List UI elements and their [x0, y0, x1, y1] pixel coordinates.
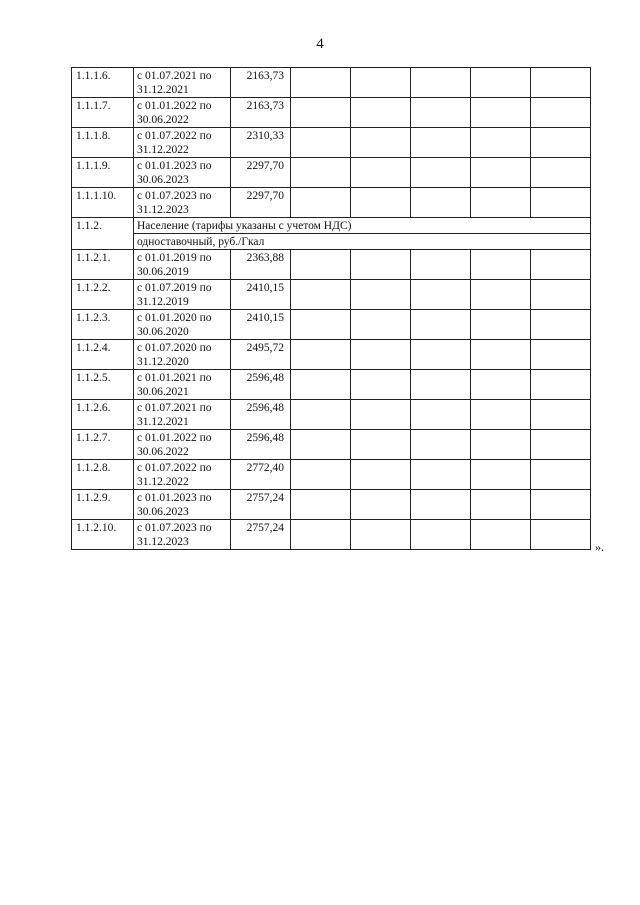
empty-cell — [351, 98, 411, 128]
row-period: с 01.01.2021 по 30.06.2021 — [134, 370, 231, 400]
row-number: 1.1.2.10. — [72, 520, 134, 550]
empty-cell — [291, 460, 351, 490]
empty-cell — [291, 158, 351, 188]
table-row — [72, 430, 591, 460]
section-subtitle: одноставочный, руб./Гкал — [134, 234, 591, 250]
empty-cell — [411, 250, 471, 280]
table-row — [72, 340, 591, 370]
row-value: 2297,70 — [231, 158, 291, 188]
empty-cell — [531, 370, 591, 400]
row-value: 2596,48 — [231, 370, 291, 400]
empty-cell — [291, 68, 351, 98]
section-title: Население (тарифы указаны с учетом НДС) — [134, 218, 591, 234]
tariff-table — [71, 67, 591, 550]
row-number: 1.1.1.8. — [72, 128, 134, 158]
closing-quote: ». — [595, 540, 604, 554]
empty-cell — [291, 370, 351, 400]
empty-cell — [351, 128, 411, 158]
row-period: с 01.01.2023 по 30.06.2023 — [134, 158, 231, 188]
empty-cell — [531, 250, 591, 280]
row-number: 1.1.2.1. — [72, 250, 134, 280]
row-period: с 01.07.2022 по 31.12.2022 — [134, 128, 231, 158]
empty-cell — [411, 400, 471, 430]
section-subtitle-row — [72, 234, 591, 250]
empty-cell — [471, 128, 531, 158]
row-period: с 01.07.2019 по 31.12.2019 — [134, 280, 231, 310]
empty-cell — [351, 460, 411, 490]
row-number: 1.1.2.7. — [72, 430, 134, 460]
empty-cell — [411, 340, 471, 370]
empty-cell — [291, 400, 351, 430]
empty-cell — [351, 340, 411, 370]
row-period: с 01.07.2021 по 31.12.2021 — [134, 68, 231, 98]
row-period: с 01.01.2020 по 30.06.2020 — [134, 310, 231, 340]
row-number: 1.1.1.9. — [72, 158, 134, 188]
table-row — [72, 98, 591, 128]
row-period: с 01.01.2022 по 30.06.2022 — [134, 430, 231, 460]
row-number: 1.1.2.6. — [72, 400, 134, 430]
row-period: с 01.01.2023 по 30.06.2023 — [134, 490, 231, 520]
empty-cell — [351, 250, 411, 280]
empty-cell — [531, 490, 591, 520]
empty-cell — [291, 128, 351, 158]
empty-cell — [531, 430, 591, 460]
table-row — [72, 68, 591, 98]
row-number: 1.1.2.9. — [72, 490, 134, 520]
empty-cell — [291, 188, 351, 218]
empty-cell — [351, 280, 411, 310]
row-value: 2757,24 — [231, 490, 291, 520]
row-period: с 01.07.2020 по 31.12.2020 — [134, 340, 231, 370]
empty-cell — [471, 98, 531, 128]
empty-cell — [471, 68, 531, 98]
empty-cell — [471, 280, 531, 310]
row-period: с 01.07.2022 по 31.12.2022 — [134, 460, 231, 490]
table-row — [72, 490, 591, 520]
table-row — [72, 520, 591, 550]
empty-cell — [471, 340, 531, 370]
empty-cell — [471, 250, 531, 280]
row-number: 1.1.2.5. — [72, 370, 134, 400]
empty-cell — [531, 520, 591, 550]
table-row — [72, 188, 591, 218]
empty-cell — [351, 370, 411, 400]
row-number: 1.1.2.4. — [72, 340, 134, 370]
empty-cell — [531, 400, 591, 430]
row-number: 1.1.2.8. — [72, 460, 134, 490]
table-row — [72, 400, 591, 430]
table-row — [72, 310, 591, 340]
empty-cell — [351, 188, 411, 218]
row-value: 2363,88 — [231, 250, 291, 280]
empty-cell — [531, 68, 591, 98]
empty-cell — [411, 310, 471, 340]
empty-cell — [411, 280, 471, 310]
page-number: 4 — [316, 36, 324, 52]
row-value: 2410,15 — [231, 310, 291, 340]
empty-cell — [411, 370, 471, 400]
row-number: 1.1.2.2. — [72, 280, 134, 310]
row-period: с 01.01.2019 по 30.06.2019 — [134, 250, 231, 280]
row-value: 2410,15 — [231, 280, 291, 310]
empty-cell — [351, 158, 411, 188]
empty-cell — [411, 430, 471, 460]
empty-cell — [471, 460, 531, 490]
table-row — [72, 250, 591, 280]
empty-cell — [291, 310, 351, 340]
empty-cell — [471, 158, 531, 188]
empty-cell — [471, 400, 531, 430]
row-period: с 01.01.2022 по 30.06.2022 — [134, 98, 231, 128]
empty-cell — [291, 250, 351, 280]
row-value: 2596,48 — [231, 430, 291, 460]
row-number: 1.1.2.3. — [72, 310, 134, 340]
row-value: 2297,70 — [231, 188, 291, 218]
empty-cell — [531, 460, 591, 490]
row-period: с 01.07.2021 по 31.12.2021 — [134, 400, 231, 430]
section-row — [72, 218, 591, 234]
table-row — [72, 128, 591, 158]
empty-cell — [471, 520, 531, 550]
row-value: 2772,40 — [231, 460, 291, 490]
table-row — [72, 370, 591, 400]
row-number: 1.1.1.6. — [72, 68, 134, 98]
empty-cell — [531, 340, 591, 370]
empty-cell — [351, 490, 411, 520]
empty-cell — [411, 188, 471, 218]
table-row — [72, 460, 591, 490]
empty-cell — [291, 340, 351, 370]
empty-cell — [471, 490, 531, 520]
empty-cell — [471, 188, 531, 218]
row-period: с 01.07.2023 по 31.12.2023 — [134, 520, 231, 550]
empty-cell — [411, 158, 471, 188]
empty-cell — [411, 98, 471, 128]
empty-cell — [531, 158, 591, 188]
empty-cell — [291, 430, 351, 460]
empty-cell — [471, 370, 531, 400]
row-value: 2495,72 — [231, 340, 291, 370]
row-number: 1.1.1.7. — [72, 98, 134, 128]
empty-cell — [291, 280, 351, 310]
empty-cell — [411, 460, 471, 490]
row-period: с 01.07.2023 по 31.12.2023 — [134, 188, 231, 218]
row-value: 2163,73 — [231, 98, 291, 128]
empty-cell — [351, 68, 411, 98]
empty-cell — [291, 98, 351, 128]
empty-cell — [531, 280, 591, 310]
empty-cell — [471, 310, 531, 340]
row-value: 2596,48 — [231, 400, 291, 430]
row-value: 2310,33 — [231, 128, 291, 158]
row-value: 2757,24 — [231, 520, 291, 550]
empty-cell — [411, 520, 471, 550]
row-number: 1.1.1.10. — [72, 188, 134, 218]
section-number: 1.1.2. — [72, 218, 134, 250]
empty-cell — [531, 310, 591, 340]
table-row — [72, 280, 591, 310]
empty-cell — [351, 520, 411, 550]
empty-cell — [531, 128, 591, 158]
empty-cell — [291, 520, 351, 550]
empty-cell — [471, 430, 531, 460]
empty-cell — [351, 400, 411, 430]
empty-cell — [291, 490, 351, 520]
row-value: 2163,73 — [231, 68, 291, 98]
table-row — [72, 158, 591, 188]
empty-cell — [531, 188, 591, 218]
empty-cell — [411, 128, 471, 158]
empty-cell — [351, 310, 411, 340]
empty-cell — [411, 490, 471, 520]
empty-cell — [531, 98, 591, 128]
empty-cell — [411, 68, 471, 98]
empty-cell — [351, 430, 411, 460]
